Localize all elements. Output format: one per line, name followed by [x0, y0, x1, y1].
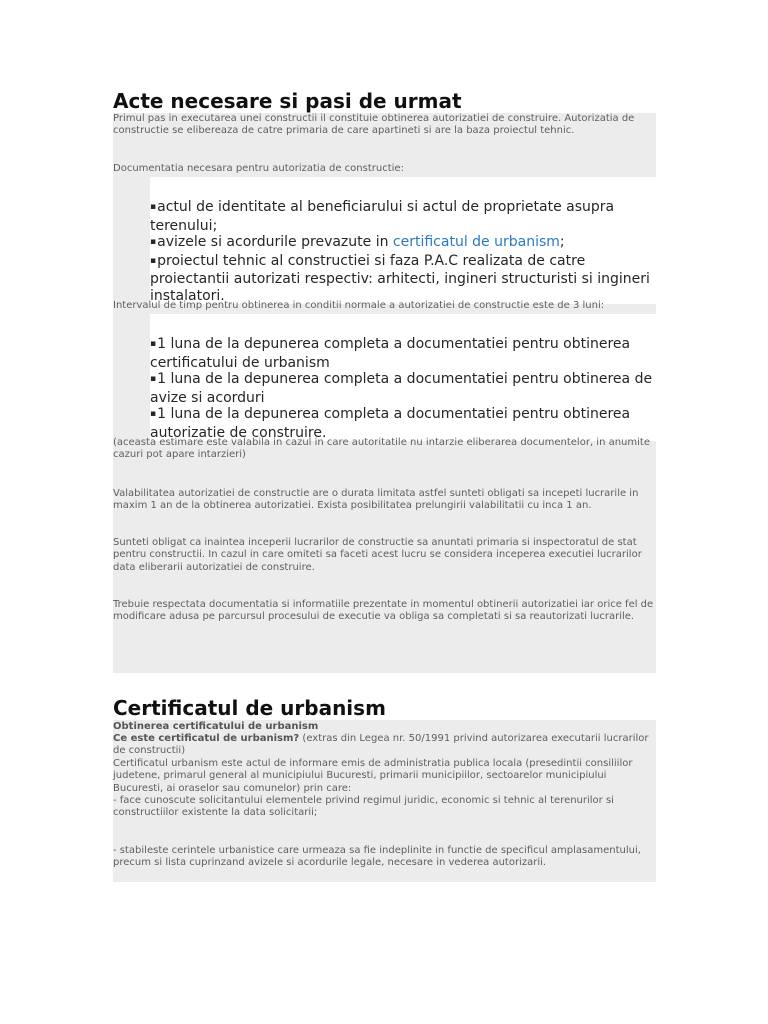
bullet-icon: ▪	[150, 374, 157, 384]
point-1: - face cunoscute solicitantului elementele privind regimul juridic, economic si tehnic al terenurilor si constructiilor existente la data solicitarii;	[113, 795, 614, 819]
bullet-icon: ▪	[150, 409, 157, 419]
subtitle: Obtinerea certificatului de urbanism	[113, 721, 319, 732]
interval-list-item: ▪1 luna de la depunerea completa a documentatiei pentru obtinerea autorizatie de construire.	[150, 406, 631, 441]
bullet-icon: ▪	[150, 339, 157, 349]
question-source: (extras din Legea nr. 50/1991 privind autorizarea executarii lucrarilor de constructii)	[113, 733, 649, 757]
section-title-acte: Acte necesare si pasi de urmat	[113, 89, 462, 113]
bullet-icon: ▪	[150, 202, 157, 212]
interval-list-item: ▪1 luna de la depunerea completa a documentatiei pentru obtinerea de avize si acorduri	[150, 371, 653, 406]
respect-paragraph: Trebuie respectata documentatia si informatiile prezentate in momentul obtinerii autorizatiei iar orice fel de modificare adusa pe parcursul procesului de executie va obliga sa completati si sa reautorizati lucrarile.	[113, 599, 654, 623]
docs-list-item: ▪actul de identitate al beneficiarului si actul de proprietate asupra terenului;	[150, 199, 615, 234]
validity-paragraph: Valabilitatea autorizatiei de constructie are o durata limitata astfel sunteti obligati sa incepeti lucrarile in maxim 1 an de la obtinerea autorizatiei. Exista posibilitatea prelungirii valabilitatii cu inca 1 an.	[113, 488, 639, 512]
section-title-certificat: Certificatul de urbanism	[113, 696, 386, 720]
bullet-icon: ▪	[150, 237, 157, 247]
estimate-note: (aceasta estimare este valabila in cazul in care autoritatile nu intarzie eliberarea documentelor, in anumite cazuri pot apare intarzieri)	[113, 437, 650, 461]
docs-list-item: ▪avizele si acordurile prevazute in certificatul de urbanism;	[150, 234, 565, 250]
docs-list-item: ▪proiectul tehnic al constructiei si faza P.A.C realizata de catre proiectantii autorizati respectiv: arhitecti, ingineri structuristi si ingineri instalatori.	[150, 252, 650, 304]
section-panel-acte	[113, 113, 656, 673]
intro-paragraph: Primul pas in executarea unei constructii il constituie obtinerea autorizatiei de construire. Autorizatia de constructie se elibereaza de catre primaria de care apartineti si are la baza proiectul tehnic.	[113, 113, 635, 137]
point-2: - stabileste cerintele urbanistice care urmeaza sa fie indeplinite in functie de specificul amplasamentului, precum si lista cuprinzand avizele si acordurile legale, necesare in vederea autorizarii.	[113, 845, 641, 869]
bullet-icon: ▪	[150, 255, 157, 266]
definition-paragraph: Certificatul urbanism este actul de informare emis de administratia publica locala (presedintii consiliilor judetene, primarul general al municipiului Bucuresti, primarii municipiilor, sectoarelor municipiului Bucuresti, ai oraselor sau comunelor) prin care:	[113, 758, 633, 794]
docs-heading: Documentatia necesara pentru autorizatia de constructie:	[113, 163, 404, 174]
question-paragraph	[113, 733, 656, 758]
section-panel-certificat	[113, 720, 656, 882]
docs-list	[150, 177, 656, 304]
notify-paragraph: Sunteti obligat ca inaintea inceperii lucrarilor de constructie sa anuntati primaria si inspectoratul de stat pentru constructii. In cazul in care omiteti sa faceti acest lucru se considera inceperea executiei lucrarilor data eliberarii autorizatiei de construire.	[113, 537, 642, 573]
interval-list	[150, 314, 656, 441]
interval-heading: Intervalul de timp pentru obtinerea in conditii normale a autorizatiei de constructie este de 3 luni:	[113, 300, 605, 311]
question-text: Ce este certificatul de urbanism?	[113, 733, 300, 744]
interval-list-item: ▪1 luna de la depunerea completa a documentatiei pentru obtinerea certificatului de urbanism	[150, 336, 631, 371]
certificat-urbanism-link[interactable]: certificatul de urbanism	[392, 234, 560, 250]
